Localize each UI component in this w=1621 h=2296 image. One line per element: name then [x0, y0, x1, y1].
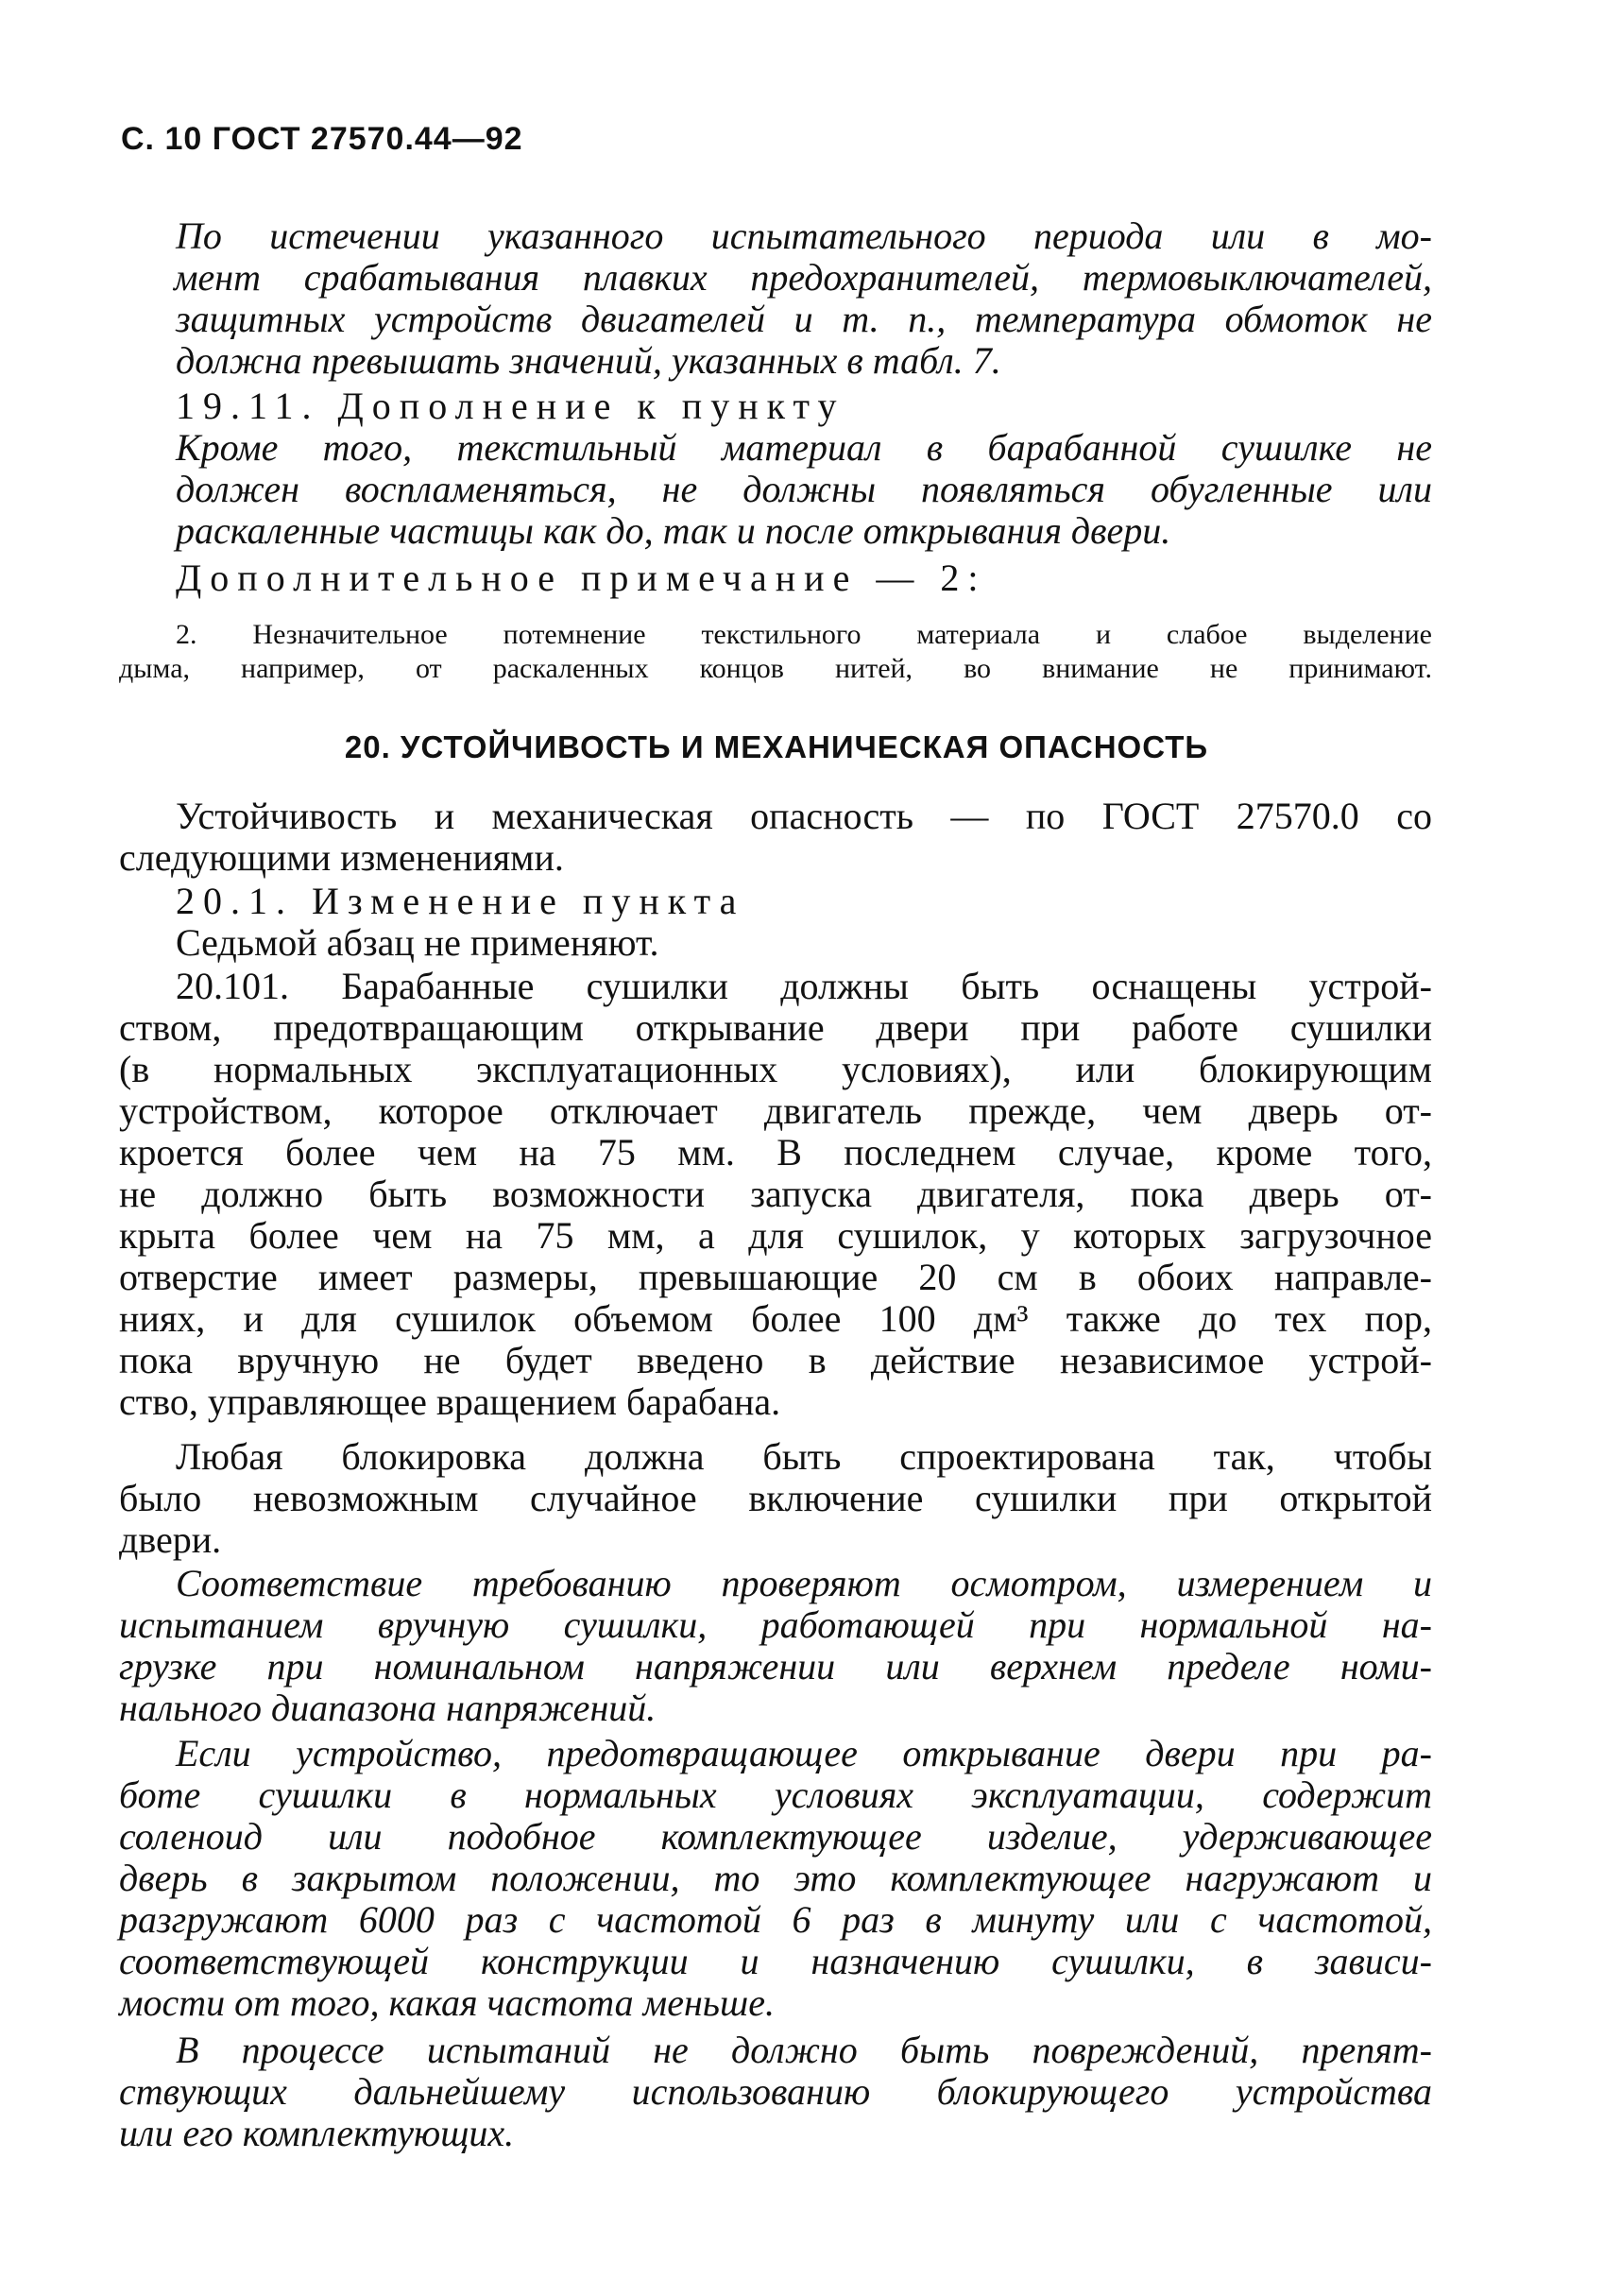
clause-text: Седьмой абзац не применяют.	[176, 921, 659, 964]
clause-heading: 20.1. Изменение пункта	[176, 880, 745, 922]
text-line: крыта более чем на 75 мм, а для сушилок, у которых загрузочное	[119, 1214, 1432, 1257]
text-line: соответствующей конструкции и назначению сушилки, в зависи-	[119, 1940, 1432, 1982]
text-line: отверстие имеет размеры, превышающие 20 см в обоих направле-	[119, 1256, 1432, 1298]
text-line: 20.101. Барабанные сушилки должны быть оснащены устрой-	[176, 965, 1432, 1007]
paragraph-textile-ignition	[176, 427, 1432, 552]
paragraph-stability-intro	[119, 795, 1432, 879]
paragraph-compliance-check	[119, 1562, 1432, 1729]
text-line: ствующих дальнейшему использованию блокирующего устройства	[119, 2070, 1432, 2113]
paragraph-test-period	[176, 215, 1432, 382]
text-line: было невозможным случайное включение сушилки при открытой	[119, 1477, 1432, 1519]
text-line: следующими изменениями.	[119, 836, 564, 879]
clause-20-1	[176, 881, 1432, 964]
paragraph-solenoid-test	[119, 1732, 1432, 2024]
text-line: Соответствие требованию проверяют осмотром, измерением и	[176, 1562, 1432, 1604]
text-line: ниях, и для сушилок объемом более 100 дм³ также до тех пор,	[119, 1297, 1432, 1340]
page-header: С. 10 ГОСТ 27570.44—92	[121, 121, 523, 157]
note-line: дыма, например, от раскаленных концов нитей, во внимание не принимают.	[119, 653, 1432, 684]
text-line: мости от того, какая частота меньше.	[119, 1981, 775, 2024]
text-line: ством, предотвращающим открывание двери при работе сушилки	[119, 1006, 1432, 1049]
text-line: не должно быть возможности запуска двигателя, пока дверь от-	[119, 1173, 1432, 1215]
text-line: грузке при номинальном напряжении или верхнем пределе номи-	[119, 1645, 1432, 1688]
note-block	[119, 618, 1432, 686]
text-line: По истечении указанного испытательного периода или в мо-	[176, 214, 1432, 257]
text-line: кроется более чем на 75 мм. В последнем случае, кроме того,	[119, 1131, 1432, 1174]
paragraph-20-101	[119, 965, 1432, 1423]
text-line: ство, управляющее вращением барабана.	[119, 1380, 781, 1423]
text-line: боте сушилки в нормальных условиях эксплуатации, содержит	[119, 1773, 1432, 1816]
text-line: или его комплектующих.	[119, 2112, 515, 2154]
text-line: соленоид или подобное комплектующее изделие, удерживающее	[119, 1815, 1432, 1858]
text-line: Устойчивость и механическая опасность — по ГОСТ 27570.0 со	[176, 795, 1432, 837]
text-line: двери.	[119, 1518, 222, 1561]
clause-19-11	[176, 386, 1432, 427]
text-line: (в нормальных эксплуатационных условиях), или блокирующим	[119, 1048, 1432, 1090]
text-line: раскаленные частицы как до, так и после открывания двери.	[176, 509, 1171, 552]
text-line: В процессе испытаний не должно быть повреждений, препят-	[176, 2029, 1432, 2071]
text-line: испытанием вручную сушилки, работающей при нормальной на-	[119, 1603, 1432, 1646]
text-line: пока вручную не будет введено в действие независимое устрой-	[119, 1339, 1432, 1381]
note-heading: Дополнительное примечание — 2:	[176, 557, 987, 599]
section-heading: 20. УСТОЙЧИВОСТЬ И МЕХАНИЧЕСКАЯ ОПАСНОСТЬ	[344, 729, 1209, 764]
text-line: Кроме того, текстильный материал в барабанной сушилке не	[176, 426, 1432, 469]
text-line: разгружают 6000 раз с частотой 6 раз в минуту или с частотой,	[119, 1898, 1432, 1941]
clause-heading: 19.11. Дополнение к пункту	[176, 385, 845, 427]
text-line: дверь в закрытом положении, то это комплектующее нагружают и	[119, 1857, 1432, 1899]
text-line: должен воспламеняться, не должны появляться обугленные или	[176, 468, 1432, 510]
text-line: Любая блокировка должна быть спроектирована так, чтобы	[176, 1435, 1432, 1478]
paragraph-no-damage	[119, 2029, 1432, 2154]
paragraph-interlock-design	[119, 1435, 1432, 1561]
text-line: должна превышать значений, указанных в табл. 7.	[176, 339, 1001, 382]
text-line: мент срабатывания плавких предохранителей, термовыключателей,	[174, 256, 1432, 299]
text-line: защитных устройств двигателей и т. п., температура обмоток не	[176, 298, 1432, 340]
text-line: устройством, которое отключает двигатель прежде, чем дверь от-	[119, 1089, 1432, 1132]
text-line: Если устройство, предотвращающее открывание двери при ра-	[176, 1732, 1432, 1774]
note-line: 2. Незначительное потемнение текстильного материала и слабое выделение	[176, 619, 1432, 650]
text-line: нального диапазона напряжений.	[119, 1687, 657, 1729]
note-heading-block	[176, 557, 1432, 599]
